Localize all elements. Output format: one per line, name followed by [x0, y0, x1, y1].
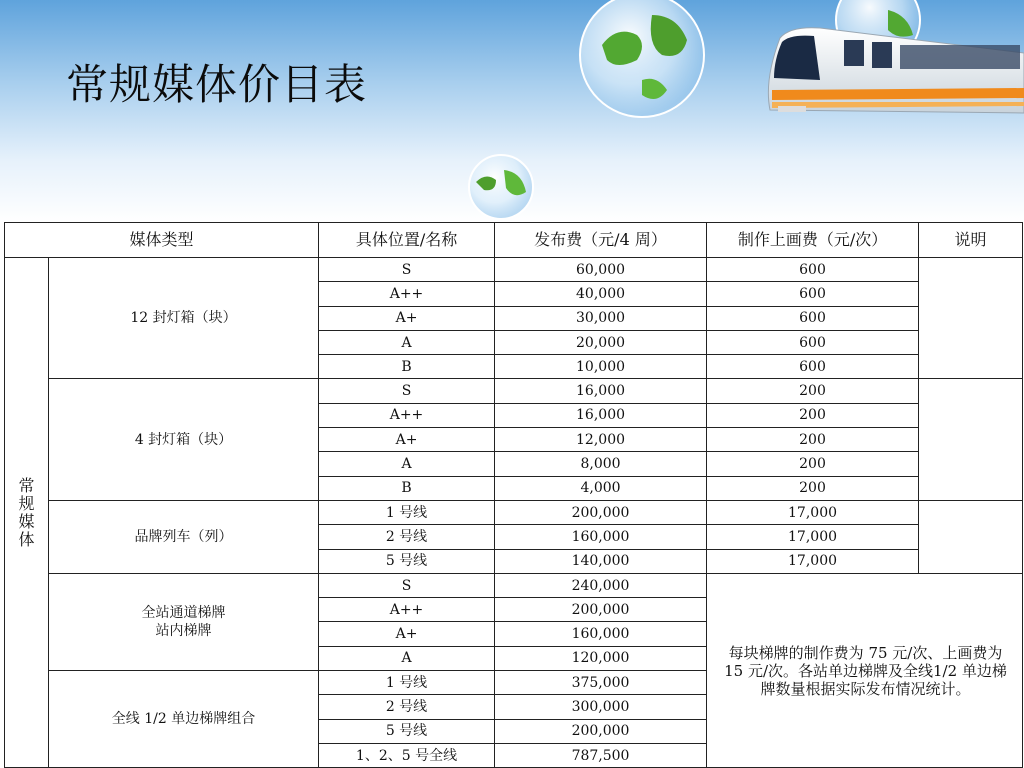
location-cell: 5 号线 [319, 719, 495, 743]
publish-fee-cell: 160,000 [495, 525, 707, 549]
note-cell [919, 500, 1023, 573]
production-fee-cell: 17,000 [707, 525, 919, 549]
publish-fee-cell: 787,500 [495, 743, 707, 767]
header-location: 具体位置/名称 [319, 223, 495, 258]
publish-fee-cell: 200,000 [495, 598, 707, 622]
location-cell: A [319, 646, 495, 670]
location-cell: A++ [319, 282, 495, 306]
publish-fee-cell: 20,000 [495, 330, 707, 354]
location-cell: B [319, 355, 495, 379]
production-fee-cell: 200 [707, 403, 919, 427]
location-cell: B [319, 476, 495, 500]
publish-fee-cell: 16,000 [495, 379, 707, 403]
header-media-type: 媒体类型 [5, 223, 319, 258]
subway-train-icon [760, 18, 1024, 138]
category-label: 常 规 媒 体 [5, 258, 49, 768]
publish-fee-cell: 12,000 [495, 428, 707, 452]
production-fee-cell: 17,000 [707, 500, 919, 524]
publish-fee-cell: 40,000 [495, 282, 707, 306]
location-cell: A+ [319, 306, 495, 330]
location-cell: 2 号线 [319, 525, 495, 549]
production-fee-cell: 200 [707, 379, 919, 403]
location-cell: 1、2、5 号全线 [319, 743, 495, 767]
note-cell [919, 258, 1023, 379]
production-fee-cell: 200 [707, 428, 919, 452]
table-header-row [5, 223, 1023, 258]
table-row [5, 379, 1023, 403]
location-cell: A++ [319, 598, 495, 622]
publish-fee-cell: 16,000 [495, 403, 707, 427]
header-publish-fee: 发布费（元/4 周） [495, 223, 707, 258]
publish-fee-cell: 240,000 [495, 573, 707, 597]
location-cell: A [319, 330, 495, 354]
table-row [5, 573, 1023, 597]
publish-fee-cell: 375,000 [495, 671, 707, 695]
production-fee-cell: 600 [707, 330, 919, 354]
group-name: 4 封灯箱（块） [49, 379, 319, 500]
group-name: 全站通道梯牌 站内梯牌 [49, 573, 319, 670]
location-cell: S [319, 379, 495, 403]
production-fee-cell: 200 [707, 476, 919, 500]
group-name: 品牌列车（列） [49, 500, 319, 573]
production-fee-cell: 17,000 [707, 549, 919, 573]
location-cell: A+ [319, 622, 495, 646]
location-cell: S [319, 573, 495, 597]
publish-fee-cell: 200,000 [495, 719, 707, 743]
publish-fee-cell: 8,000 [495, 452, 707, 476]
table-row [5, 258, 1023, 282]
production-fee-cell: 200 [707, 452, 919, 476]
location-cell: 5 号线 [319, 549, 495, 573]
publish-fee-cell: 60,000 [495, 258, 707, 282]
location-cell: 2 号线 [319, 695, 495, 719]
location-cell: A+ [319, 428, 495, 452]
location-cell: S [319, 258, 495, 282]
publish-fee-cell: 4,000 [495, 476, 707, 500]
publish-fee-cell: 160,000 [495, 622, 707, 646]
header-note: 说明 [919, 223, 1023, 258]
publish-fee-cell: 140,000 [495, 549, 707, 573]
table-row [5, 500, 1023, 524]
ladder-note: 每块梯牌的制作费为 75 元/次、上画费为 15 元/次。各站单边梯牌及全线1/2 单边梯牌数量根据实际发布情况统计。 [707, 573, 1023, 767]
note-cell [919, 379, 1023, 500]
globe-bubble-icon [464, 152, 539, 222]
publish-fee-cell: 120,000 [495, 646, 707, 670]
group-name: 12 封灯箱（块） [49, 258, 319, 379]
location-cell: A++ [319, 403, 495, 427]
production-fee-cell: 600 [707, 355, 919, 379]
publish-fee-cell: 300,000 [495, 695, 707, 719]
location-cell: A [319, 452, 495, 476]
header-production-fee: 制作上画费（元/次） [707, 223, 919, 258]
publish-fee-cell: 10,000 [495, 355, 707, 379]
production-fee-cell: 600 [707, 282, 919, 306]
publish-fee-cell: 200,000 [495, 500, 707, 524]
page-title: 常规媒体价目表 [66, 60, 368, 109]
location-cell: 1 号线 [319, 500, 495, 524]
group-name: 全线 1/2 单边梯牌组合 [49, 671, 319, 768]
media-price-table [4, 222, 1023, 768]
globe-bubble-icon [562, 0, 722, 125]
location-cell: 1 号线 [319, 671, 495, 695]
production-fee-cell: 600 [707, 306, 919, 330]
publish-fee-cell: 30,000 [495, 306, 707, 330]
production-fee-cell: 600 [707, 258, 919, 282]
